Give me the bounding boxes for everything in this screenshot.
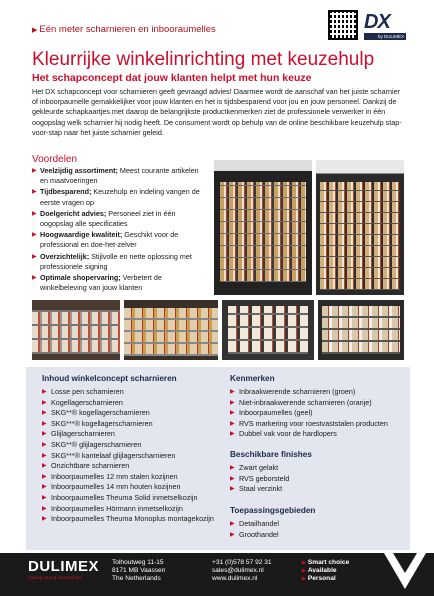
kenmerken-list xyxy=(230,387,406,440)
list-item: ▶ Staal verzinkt xyxy=(230,484,283,494)
page-subtitle: Het schapconcept dat jouw klanten helpt met hun keuze xyxy=(32,72,312,84)
triangle-bullet-icon: ▶ xyxy=(42,431,47,438)
qr-code-icon[interactable] xyxy=(330,12,356,38)
list-item: ▶ Detailhandel xyxy=(230,519,279,528)
voordelen-title: Voordelen xyxy=(32,154,78,165)
toepassing-title: Toepassingsgebieden xyxy=(230,506,316,515)
list-item: ▶ SKG**® kogellagerscharnieren xyxy=(42,408,150,418)
list-item: ▶ Inboorpaumelles Theuma Monoplus montagekozijn xyxy=(42,514,214,524)
intro-paragraph: Het DX schapconcept voor scharnieren geeft gevraagd advies! Daarmee wordt de aanschaf van het juiste scharnier of inboorpaumelle gemakkelijker voor jouw klanten en het is tijdsbesparend voor jou en jouw personeel. Dankzij de gekleurde schapkaartjes met daarop de belangrijkste productkenmerken ziet de professionele verwerker in één oogopslag welk scharnier hij nodig heeft. De consument wordt op behulp van de online beschikbare keuzehulp stap-voor-stap naar het juiste scharnier geleid. xyxy=(32,87,402,137)
list-item: ▶ SKG***® kogellagerscharnieren xyxy=(42,418,153,428)
triangle-bullet-icon: ▶ xyxy=(32,168,37,174)
list-item: ▶ Veelzijdig assortiment; Meest courante artikelen en maatvoeringen xyxy=(32,166,199,186)
list-item: ▶ Losse pen scharnieren xyxy=(42,387,124,396)
footer-contact xyxy=(212,559,272,583)
inhoud-list xyxy=(42,387,228,525)
display-photo-6 xyxy=(318,300,404,360)
tagline: making strong connections xyxy=(28,575,82,580)
arrow-icon: ▶ xyxy=(32,27,38,34)
display-photo-3 xyxy=(32,300,120,360)
list-item: ▶ Available xyxy=(302,567,337,574)
list-item: ▶ RVS markering voor roestvaststalen producten xyxy=(230,418,388,428)
display-photo-5 xyxy=(222,300,314,360)
triangle-bullet-icon: ▶ xyxy=(42,410,47,417)
list-item: ▶ SKG**® glijlagerscharnieren xyxy=(42,439,142,449)
kenmerken-title: Kenmerken xyxy=(230,374,275,383)
triangle-bullet-icon: ▶ xyxy=(32,275,37,282)
display-photo-1 xyxy=(214,160,312,295)
triangle-bullet-icon: ▶ xyxy=(230,475,235,482)
triangle-bullet-icon: ▶ xyxy=(230,431,235,438)
voordelen-list xyxy=(32,166,207,294)
list-item: ▶ Tijdbesparend; Keuzehulp en indeling vangen de eerste vragen op xyxy=(32,187,200,207)
triangle-bullet-icon: ▶ xyxy=(42,484,47,491)
triangle-bullet-icon: ▶ xyxy=(302,568,306,574)
list-item: ▶ Groothandel xyxy=(230,529,279,539)
footer xyxy=(0,553,434,596)
list-item: ▶ Kogellagerscharnieren xyxy=(42,397,123,407)
list-item: ▶ Overzichtelijk; Stijlvolle en nette oplossing met professionele signing xyxy=(32,251,192,271)
list-item: ▶ Optimale shopervaring; Verbetert de winkelbeleving van jouw klanten xyxy=(32,273,162,293)
list-item: ▶ Inboorpaumelles 12 mm stalen kozijnen xyxy=(42,471,178,481)
triangle-bullet-icon: ▶ xyxy=(42,441,47,448)
triangle-bullet-icon: ▶ xyxy=(230,486,235,493)
triangle-bullet-icon: ▶ xyxy=(32,210,37,217)
triangle-bullet-icon: ▶ xyxy=(42,463,47,470)
list-item: ▶ Inbraakwerende scharnieren (groen) xyxy=(230,387,356,396)
list-item: ▶ Inboorpaumelles 14 mm houten kozijnen xyxy=(42,482,181,492)
triangle-bullet-icon: ▶ xyxy=(42,420,47,427)
triangle-bullet-icon: ▶ xyxy=(230,410,235,417)
triangle-bullet-icon: ▶ xyxy=(42,452,47,459)
triangle-bullet-icon: ▶ xyxy=(42,494,47,501)
display-photo-4 xyxy=(124,300,218,360)
triangle-bullet-icon: ▶ xyxy=(302,576,306,582)
triangle-bullet-icon: ▶ xyxy=(42,399,47,406)
list-item: ▶ Dubbel vak voor de hardlopers xyxy=(230,429,337,439)
list-item: ▶ RVS geborsteld xyxy=(230,473,290,483)
triangle-bullet-icon: ▶ xyxy=(230,531,235,538)
triangle-bullet-icon: ▶ xyxy=(230,389,235,395)
list-item: ▶ Personal xyxy=(302,575,336,582)
triangle-bullet-icon: ▶ xyxy=(230,465,235,471)
dx-logo: DX by DULIMEX xyxy=(364,11,404,39)
list-item: ▶ Inboorpaumelles Theuma Solid inmetselkozijn xyxy=(42,492,198,502)
website-link[interactable]: www.dulimex.nl xyxy=(212,575,258,582)
list-item: ▶ SKG***® kantelaaf glijlagerscharnieren xyxy=(42,450,176,460)
topline: ▶ Eén meter scharnieren en inbooraumelles xyxy=(32,24,216,35)
finishes-list xyxy=(230,463,406,495)
triangle-bullet-icon: ▶ xyxy=(32,232,37,239)
triangle-bullet-icon: ▶ xyxy=(230,399,235,406)
triangle-bullet-icon: ▶ xyxy=(42,505,47,512)
list-item: ▶ Inboorpaumelles (geel) xyxy=(230,408,313,418)
triangle-bullet-icon: ▶ xyxy=(32,253,37,260)
page-title: Kleurrijke winkelinrichting met keuzehulp xyxy=(32,49,375,70)
list-item: ▶ Zwart gelakt xyxy=(230,463,279,472)
triangle-bullet-icon: ▶ xyxy=(32,189,37,196)
email-link[interactable]: sales@dulimex.nl xyxy=(212,567,264,574)
triangle-bullet-icon: ▶ xyxy=(42,473,47,480)
list-item: ▶ Inboorpaumelles Hörmann inmetselkozijn xyxy=(42,503,183,513)
triangle-bullet-icon: ▶ xyxy=(230,521,235,527)
list-item: ▶ Niet-inbraakwerende scharnieren (oranje) xyxy=(230,397,372,407)
footer-address: Tolhoutweg 11-15 8171 MB Vaassen The Netherlands xyxy=(112,559,166,582)
inhoud-title: Inhoud winkelconcept scharnieren xyxy=(42,374,177,383)
finishes-title: Beschikbare finishes xyxy=(230,450,312,459)
dulimex-logo: DULIMEX xyxy=(28,558,99,575)
list-item: ▶ Doelgericht advies; Personeel ziet in één oogopslag alle specificaties xyxy=(32,208,176,229)
triangle-logo-inner-icon xyxy=(393,553,417,573)
list-item: ▶ Hoogwaardige kwaliteit; Geschikt voor de professional en doe-het-zelver xyxy=(32,230,179,250)
phone-link[interactable]: +31 (0)578 57 92 31 xyxy=(212,559,272,566)
list-item: ▶ Onzichtbare scharnieren xyxy=(42,461,130,471)
toepassing-list xyxy=(230,519,406,540)
list-item: ▶ Smart choice xyxy=(302,559,350,566)
triangle-bullet-icon: ▶ xyxy=(230,420,235,427)
triangle-bullet-icon: ▶ xyxy=(302,560,306,566)
triangle-bullet-icon: ▶ xyxy=(42,389,47,395)
triangle-bullet-icon: ▶ xyxy=(42,516,47,523)
list-item: ▶ Glijlagerscharnieren xyxy=(42,429,115,439)
display-photo-2 xyxy=(316,160,404,295)
footer-slogans xyxy=(302,559,349,583)
